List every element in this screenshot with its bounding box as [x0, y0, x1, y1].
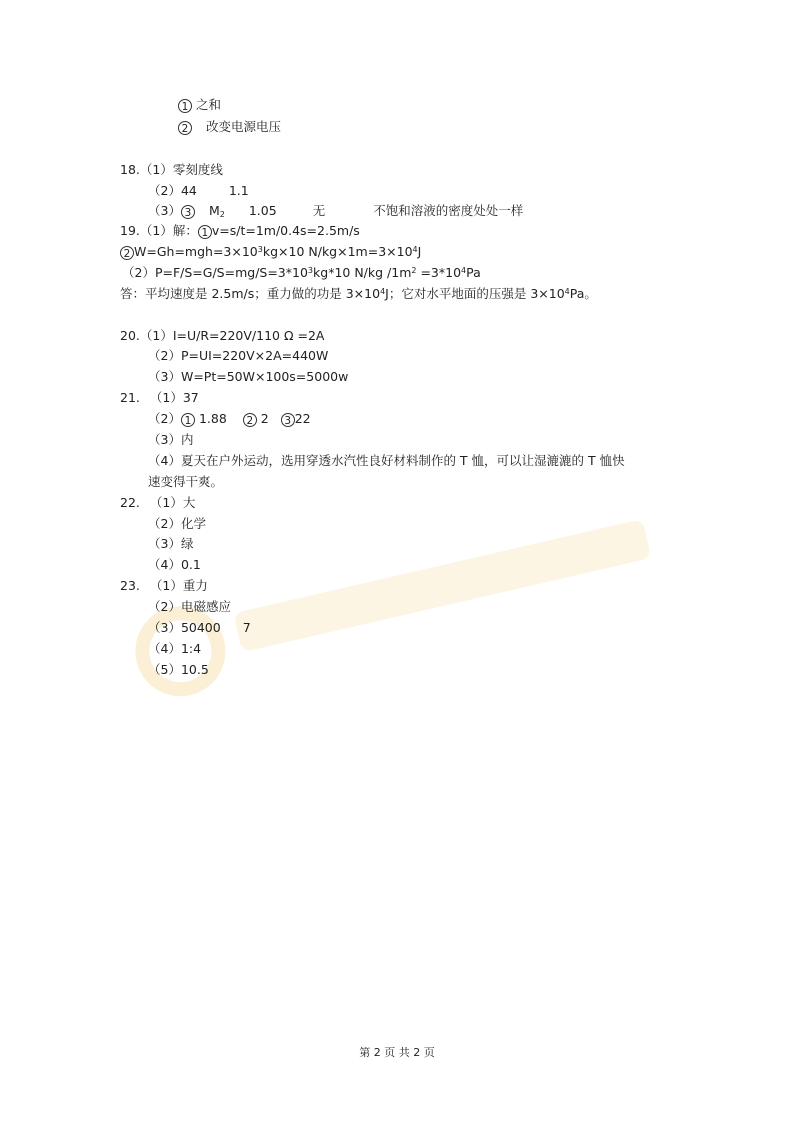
q19-line-2: 2 $W=Gh=mgh=3\times 10^3kg\times 10$ $N/kg\times 1m=3\times 10^4J$ — [120, 244, 421, 260]
q18-line-2: （2）44 1.1 — [148, 183, 249, 198]
q19-answer: 答：平均速度是 2.5m/s；重力做的功是 $3\times 10^4J$；它对水平地面的压强是 $3\times 10^4Pa$。 — [120, 286, 597, 301]
q21-line-5: 速变得干爽。 — [148, 474, 224, 489]
question-number: 18. — [120, 162, 140, 177]
q19-line-3: $(2)P=F/S=G/S=mg/S=3*10^3kg*10$ N/kg $/1m^2 =3*10^4Pa$ — [122, 265, 481, 280]
page-footer: 第 2 页 共 2 页 — [359, 1046, 435, 1059]
line-2: 2 改变电源电压 — [178, 119, 281, 135]
q23-line-2: （2）电磁感应 — [148, 599, 231, 614]
q21-line-4: （4）夏天在户外运动，选用穿透水汽性良好材料制作的 T 恤，可以让湿漉漉的 T 恤快 — [148, 453, 625, 468]
q23-line-5: （5）10.5 — [148, 662, 209, 677]
circled-number: 2 — [178, 121, 192, 135]
q23-line-4: （4）1:4 — [148, 641, 202, 656]
q22-line-3: （3）绿 — [148, 536, 194, 551]
line-1: 1 之和 — [178, 97, 221, 113]
q18-line-1: 18.（1）零刻度线 — [120, 162, 223, 177]
question-number: 22. — [120, 495, 140, 510]
q21-line-1: 21. （1）37 — [120, 390, 199, 405]
question-number: 20. — [120, 328, 140, 343]
q21-line-2: （2） 1 1.88 2 2 3 22 — [148, 411, 311, 427]
question-number: 21. — [120, 390, 140, 405]
q19-line-1: 19.（1）解： 1 v=s/t=1m/0.4s=2.5m/s — [120, 223, 360, 239]
q18-line-3: （3） 3 $M_2$ 1.05 无 不饱和溶液的密度处处一样 — [148, 203, 524, 219]
q23-line-1: 23. （1）重力 — [120, 578, 208, 593]
q22-line-4: （4）0.1 — [148, 557, 201, 572]
q22-line-2: （2）化学 — [148, 516, 206, 531]
q20-line-3: （3）W=Pt=50W×100s=5000w — [148, 369, 349, 384]
circled-number: 1 — [178, 99, 192, 113]
q21-line-3: （3）内 — [148, 432, 194, 447]
q23-line-3: （3）50400 7 — [148, 620, 251, 635]
question-number: 19. — [120, 223, 140, 238]
question-number: 23. — [120, 578, 140, 593]
q20-line-1: 20.（1）I=U/R=220V/110 Ω =2A — [120, 328, 325, 343]
q20-line-2: （2）P=UI=220V×2A=440W — [148, 348, 329, 363]
q22-line-1: 22. （1）大 — [120, 495, 196, 510]
